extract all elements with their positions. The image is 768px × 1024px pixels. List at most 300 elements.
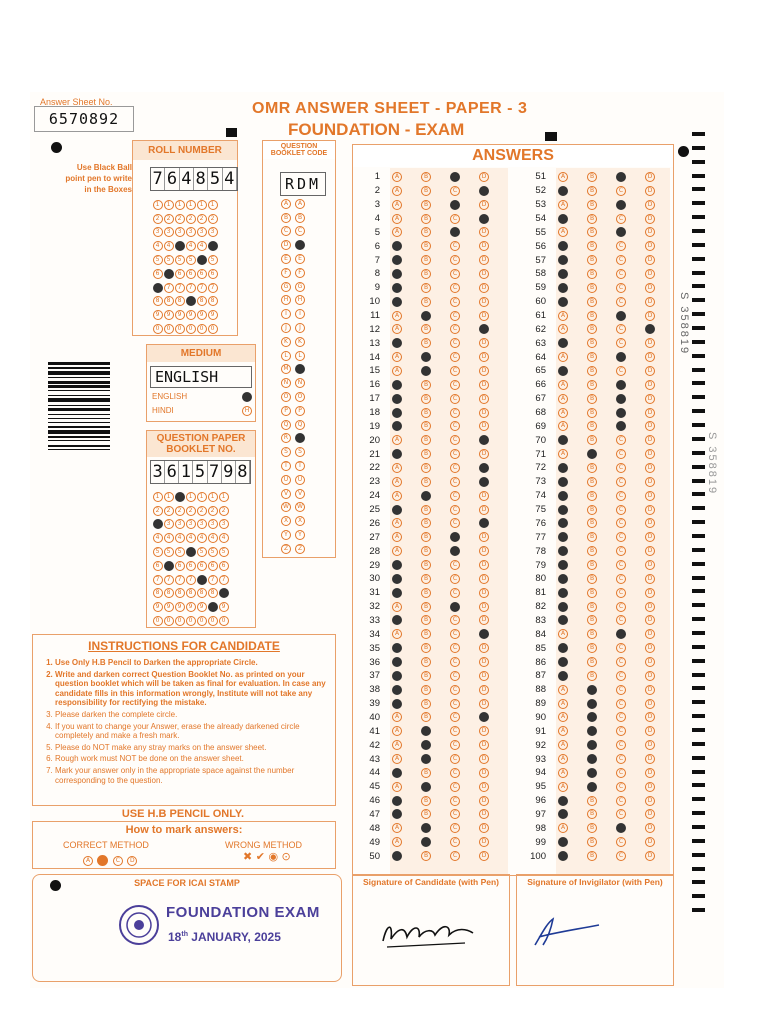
answer-bubble[interactable]: A [392, 366, 402, 376]
answer-bubble[interactable] [616, 380, 626, 390]
answer-bubble[interactable]: D [645, 366, 655, 376]
answer-bubble[interactable]: C [450, 588, 460, 598]
answer-bubble[interactable]: C [616, 297, 626, 307]
booklet-bubble[interactable]: 8 [208, 588, 218, 598]
answer-bubble[interactable]: A [392, 726, 402, 736]
medium-english-option[interactable] [152, 392, 252, 401]
booklet-bubble[interactable]: 1 [208, 492, 218, 502]
answer-bubble[interactable]: D [645, 449, 655, 459]
answer-bubble[interactable] [479, 435, 489, 445]
answer-bubble[interactable]: D [479, 823, 489, 833]
answer-bubble[interactable] [392, 269, 402, 279]
booklet-bubble[interactable]: 4 [153, 533, 163, 543]
answer-bubble[interactable]: D [645, 421, 655, 431]
answer-bubble[interactable]: C [616, 449, 626, 459]
answer-bubble[interactable]: D [479, 408, 489, 418]
roll-bubble[interactable]: 5 [164, 255, 174, 265]
booklet-code-bubble[interactable]: U [281, 475, 291, 485]
answer-bubble[interactable] [558, 297, 568, 307]
roll-bubble[interactable]: 9 [208, 310, 218, 320]
roll-bubble[interactable]: 3 [175, 227, 185, 237]
answer-bubble[interactable] [450, 172, 460, 182]
answer-bubble[interactable]: A [392, 227, 402, 237]
answer-bubble[interactable]: A [558, 324, 568, 334]
answer-bubble[interactable]: A [392, 324, 402, 334]
answer-bubble[interactable]: B [587, 491, 597, 501]
answer-bubble[interactable]: A [392, 186, 402, 196]
booklet-bubble[interactable] [197, 575, 207, 585]
answer-bubble[interactable]: B [421, 186, 431, 196]
answer-bubble[interactable] [558, 241, 568, 251]
booklet-code-bubble[interactable]: H [281, 295, 291, 305]
booklet-bubble[interactable]: 3 [175, 519, 185, 529]
answer-bubble[interactable]: D [479, 380, 489, 390]
booklet-bubble[interactable]: 8 [164, 588, 174, 598]
answer-bubble[interactable]: D [479, 172, 489, 182]
roll-bubble[interactable] [153, 283, 163, 293]
answer-bubble[interactable]: A [392, 463, 402, 473]
answer-bubble[interactable]: C [450, 255, 460, 265]
answer-bubble[interactable]: C [450, 518, 460, 528]
answer-bubble[interactable] [392, 408, 402, 418]
answer-bubble[interactable]: D [479, 449, 489, 459]
answer-bubble[interactable]: C [450, 809, 460, 819]
answer-bubble[interactable]: A [558, 740, 568, 750]
answer-bubble[interactable]: D [479, 255, 489, 265]
roll-bubble[interactable]: 3 [197, 227, 207, 237]
answer-bubble[interactable]: D [645, 685, 655, 695]
answer-bubble[interactable]: B [587, 200, 597, 210]
answer-bubble[interactable]: A [392, 754, 402, 764]
answer-bubble[interactable]: C [616, 837, 626, 847]
answer-bubble[interactable]: C [450, 297, 460, 307]
roll-bubble[interactable]: 3 [208, 227, 218, 237]
answer-bubble[interactable] [392, 505, 402, 515]
answer-bubble[interactable] [558, 505, 568, 515]
answer-bubble[interactable]: B [421, 574, 431, 584]
answer-bubble[interactable]: B [587, 227, 597, 237]
roll-bubble[interactable]: 0 [197, 324, 207, 334]
booklet-code-bubble[interactable] [295, 240, 305, 250]
answer-bubble[interactable]: D [645, 283, 655, 293]
answer-bubble[interactable]: C [450, 477, 460, 487]
roll-bubble[interactable]: 0 [186, 324, 196, 334]
answer-bubble[interactable]: B [587, 463, 597, 473]
booklet-bubble[interactable] [175, 492, 185, 502]
booklet-bubble[interactable]: 2 [164, 506, 174, 516]
booklet-bubble[interactable]: 3 [197, 519, 207, 529]
booklet-code-bubble[interactable]: X [295, 516, 305, 526]
booklet-bubble[interactable]: 5 [153, 547, 163, 557]
answer-bubble[interactable]: D [479, 338, 489, 348]
booklet-code-bubble[interactable]: F [281, 268, 291, 278]
answer-bubble[interactable] [392, 241, 402, 251]
answer-bubble[interactable]: D [479, 546, 489, 556]
roll-bubble[interactable]: 2 [153, 214, 163, 224]
answer-bubble[interactable]: C [616, 491, 626, 501]
answer-bubble[interactable]: C [616, 518, 626, 528]
booklet-bubble[interactable]: 1 [186, 492, 196, 502]
answer-bubble[interactable]: D [479, 588, 489, 598]
roll-bubble[interactable]: 1 [164, 200, 174, 210]
answer-bubble[interactable]: C [450, 311, 460, 321]
answer-bubble[interactable]: D [645, 602, 655, 612]
roll-bubble[interactable] [208, 241, 218, 251]
medium-hindi-bubble[interactable]: H [242, 406, 252, 416]
answer-bubble[interactable] [450, 227, 460, 237]
answer-bubble[interactable]: D [645, 671, 655, 681]
roll-bubble[interactable]: 5 [186, 255, 196, 265]
booklet-code-bubble[interactable]: Y [295, 530, 305, 540]
answer-bubble[interactable] [392, 643, 402, 653]
answer-bubble[interactable]: C [450, 851, 460, 861]
booklet-code-bubble[interactable]: O [281, 392, 291, 402]
answer-bubble[interactable] [587, 726, 597, 736]
answer-bubble[interactable]: D [645, 200, 655, 210]
booklet-code-bubble[interactable]: Q [295, 420, 305, 430]
booklet-bubble[interactable]: 4 [208, 533, 218, 543]
answer-bubble[interactable]: D [645, 740, 655, 750]
answer-bubble[interactable] [558, 532, 568, 542]
answer-bubble[interactable]: B [421, 394, 431, 404]
answer-bubble[interactable]: B [421, 477, 431, 487]
answer-bubble[interactable]: D [479, 602, 489, 612]
answer-bubble[interactable]: B [421, 408, 431, 418]
answer-bubble[interactable]: C [450, 491, 460, 501]
roll-bubble[interactable]: 7 [208, 283, 218, 293]
booklet-code-bubble[interactable]: O [295, 392, 305, 402]
answer-bubble[interactable]: C [616, 574, 626, 584]
answer-bubble[interactable]: D [645, 699, 655, 709]
answer-bubble[interactable]: D [645, 380, 655, 390]
roll-bubble[interactable] [164, 269, 174, 279]
roll-bubble[interactable]: 3 [186, 227, 196, 237]
answer-bubble[interactable] [479, 518, 489, 528]
answer-bubble[interactable] [392, 657, 402, 667]
answer-bubble[interactable]: B [587, 546, 597, 556]
answer-bubble[interactable]: B [421, 269, 431, 279]
booklet-bubble[interactable]: 5 [208, 547, 218, 557]
answer-bubble[interactable]: B [421, 518, 431, 528]
answer-bubble[interactable]: D [479, 796, 489, 806]
roll-bubble[interactable]: 5 [208, 255, 218, 265]
answer-bubble[interactable] [392, 394, 402, 404]
booklet-bubble[interactable]: 8 [153, 588, 163, 598]
booklet-code-bubble[interactable]: A [281, 199, 291, 209]
answer-bubble[interactable] [587, 449, 597, 459]
answer-bubble[interactable]: A [392, 311, 402, 321]
answer-bubble[interactable]: A [558, 394, 568, 404]
answer-bubble[interactable]: C [450, 768, 460, 778]
answer-bubble[interactable]: C [450, 435, 460, 445]
answer-bubble[interactable]: C [450, 712, 460, 722]
booklet-code-bubble[interactable]: J [281, 323, 291, 333]
answer-bubble[interactable] [392, 255, 402, 265]
answer-bubble[interactable] [587, 782, 597, 792]
answer-bubble[interactable] [392, 796, 402, 806]
roll-bubble[interactable]: 8 [164, 296, 174, 306]
roll-bubble[interactable]: 2 [175, 214, 185, 224]
answer-bubble[interactable]: A [392, 214, 402, 224]
answer-bubble[interactable]: B [421, 505, 431, 515]
answer-bubble[interactable] [645, 324, 655, 334]
booklet-bubble[interactable]: 1 [197, 492, 207, 502]
answer-bubble[interactable]: D [645, 532, 655, 542]
answer-bubble[interactable]: C [450, 324, 460, 334]
answer-bubble[interactable]: B [587, 297, 597, 307]
answer-bubble[interactable]: D [479, 699, 489, 709]
answer-bubble[interactable] [392, 380, 402, 390]
answer-bubble[interactable]: C [450, 685, 460, 695]
answer-bubble[interactable]: B [587, 255, 597, 265]
answer-bubble[interactable]: D [479, 505, 489, 515]
answer-bubble[interactable]: C [450, 380, 460, 390]
answer-bubble[interactable]: D [645, 629, 655, 639]
booklet-bubble[interactable]: 2 [219, 506, 229, 516]
roll-bubble[interactable]: 3 [164, 227, 174, 237]
answer-bubble[interactable]: B [421, 602, 431, 612]
answer-bubble[interactable]: A [558, 629, 568, 639]
answer-bubble[interactable] [392, 449, 402, 459]
answer-bubble[interactable]: C [616, 699, 626, 709]
answer-bubble[interactable]: C [616, 671, 626, 681]
booklet-code-bubble[interactable]: Z [281, 544, 291, 554]
answer-bubble[interactable] [587, 685, 597, 695]
roll-bubble[interactable]: 6 [208, 269, 218, 279]
booklet-bubble[interactable]: 0 [153, 616, 163, 626]
answer-bubble[interactable]: A [558, 449, 568, 459]
answer-bubble[interactable]: B [587, 394, 597, 404]
answer-bubble[interactable]: A [558, 685, 568, 695]
roll-bubble[interactable] [175, 241, 185, 251]
answer-bubble[interactable] [392, 851, 402, 861]
booklet-code-bubble[interactable]: U [295, 475, 305, 485]
booklet-code-bubble[interactable]: N [295, 378, 305, 388]
booklet-code-bubble[interactable]: I [295, 309, 305, 319]
answer-bubble[interactable] [479, 324, 489, 334]
answer-bubble[interactable]: B [421, 449, 431, 459]
roll-bubble[interactable]: 1 [175, 200, 185, 210]
booklet-bubble[interactable]: 9 [164, 602, 174, 612]
answer-bubble[interactable]: B [421, 560, 431, 570]
booklet-bubble[interactable]: 5 [219, 547, 229, 557]
answer-bubble[interactable] [558, 602, 568, 612]
answer-bubble[interactable]: B [587, 186, 597, 196]
answer-bubble[interactable]: B [587, 574, 597, 584]
answer-bubble[interactable]: C [616, 463, 626, 473]
answer-bubble[interactable] [421, 740, 431, 750]
answer-bubble[interactable] [558, 851, 568, 861]
answer-bubble[interactable]: C [616, 214, 626, 224]
answer-bubble[interactable]: B [421, 768, 431, 778]
roll-bubble[interactable]: 4 [164, 241, 174, 251]
answer-bubble[interactable]: C [616, 851, 626, 861]
answer-bubble[interactable]: B [421, 532, 431, 542]
answer-bubble[interactable]: C [616, 560, 626, 570]
answer-bubble[interactable] [558, 796, 568, 806]
booklet-bubble[interactable] [153, 519, 163, 529]
roll-bubble[interactable]: 7 [186, 283, 196, 293]
booklet-code-bubble[interactable]: P [281, 406, 291, 416]
answer-bubble[interactable]: B [587, 421, 597, 431]
answer-bubble[interactable]: D [645, 796, 655, 806]
answer-bubble[interactable]: B [587, 823, 597, 833]
answer-bubble[interactable]: D [479, 782, 489, 792]
answer-bubble[interactable] [479, 186, 489, 196]
answer-bubble[interactable]: B [587, 366, 597, 376]
answer-bubble[interactable]: B [421, 671, 431, 681]
answer-bubble[interactable]: C [450, 352, 460, 362]
booklet-code-bubble[interactable]: D [281, 240, 291, 250]
roll-bubble[interactable]: 6 [186, 269, 196, 279]
answer-bubble[interactable]: A [392, 740, 402, 750]
roll-bubble[interactable]: 1 [153, 200, 163, 210]
answer-bubble[interactable]: C [616, 615, 626, 625]
answer-bubble[interactable]: B [587, 172, 597, 182]
roll-bubble[interactable]: 8 [197, 296, 207, 306]
answer-bubble[interactable]: D [645, 546, 655, 556]
answer-bubble[interactable] [421, 754, 431, 764]
answer-bubble[interactable] [421, 311, 431, 321]
answer-bubble[interactable]: D [479, 809, 489, 819]
answer-bubble[interactable]: B [587, 602, 597, 612]
booklet-bubble[interactable]: 6 [208, 561, 218, 571]
answer-bubble[interactable] [421, 726, 431, 736]
answer-bubble[interactable] [558, 837, 568, 847]
answer-bubble[interactable]: D [645, 560, 655, 570]
answer-bubble[interactable]: A [558, 768, 568, 778]
answer-bubble[interactable]: D [645, 352, 655, 362]
answer-bubble[interactable]: D [479, 851, 489, 861]
answer-bubble[interactable]: C [616, 546, 626, 556]
answer-bubble[interactable]: A [392, 837, 402, 847]
booklet-bubble[interactable]: 6 [186, 561, 196, 571]
answer-bubble[interactable]: B [587, 435, 597, 445]
answer-bubble[interactable]: C [616, 643, 626, 653]
booklet-bubble[interactable]: 0 [208, 616, 218, 626]
answer-bubble[interactable]: B [421, 421, 431, 431]
answer-bubble[interactable] [392, 338, 402, 348]
answer-bubble[interactable]: B [421, 685, 431, 695]
answer-bubble[interactable] [558, 477, 568, 487]
answer-bubble[interactable]: D [479, 366, 489, 376]
booklet-bubble[interactable]: 8 [186, 588, 196, 598]
booklet-bubble[interactable]: 3 [219, 519, 229, 529]
answer-bubble[interactable] [421, 823, 431, 833]
booklet-bubble[interactable] [186, 547, 196, 557]
booklet-bubble[interactable]: 4 [164, 533, 174, 543]
answer-bubble[interactable]: C [616, 324, 626, 334]
booklet-code-bubble[interactable]: T [281, 461, 291, 471]
answer-bubble[interactable]: D [479, 491, 489, 501]
answer-bubble[interactable]: C [616, 283, 626, 293]
answer-bubble[interactable]: B [421, 699, 431, 709]
booklet-bubble[interactable]: 7 [153, 575, 163, 585]
roll-bubble[interactable]: 1 [197, 200, 207, 210]
answer-bubble[interactable]: D [645, 574, 655, 584]
answer-bubble[interactable]: D [479, 200, 489, 210]
answer-bubble[interactable]: D [645, 851, 655, 861]
booklet-bubble[interactable]: 3 [164, 519, 174, 529]
answer-bubble[interactable]: C [616, 657, 626, 667]
answer-bubble[interactable]: D [645, 518, 655, 528]
answer-bubble[interactable]: C [616, 338, 626, 348]
answer-bubble[interactable]: A [392, 546, 402, 556]
answer-bubble[interactable]: C [616, 269, 626, 279]
answer-bubble[interactable] [392, 421, 402, 431]
booklet-bubble[interactable]: 2 [208, 506, 218, 516]
answer-bubble[interactable]: C [616, 602, 626, 612]
answer-bubble[interactable]: C [450, 574, 460, 584]
answer-bubble[interactable] [421, 491, 431, 501]
answer-bubble[interactable]: B [421, 615, 431, 625]
booklet-bubble[interactable]: 2 [186, 506, 196, 516]
roll-bubble[interactable]: 0 [164, 324, 174, 334]
answer-bubble[interactable] [558, 643, 568, 653]
booklet-code-bubble[interactable]: C [281, 226, 291, 236]
answer-bubble[interactable]: D [645, 712, 655, 722]
answer-bubble[interactable]: C [450, 615, 460, 625]
answer-bubble[interactable]: A [392, 352, 402, 362]
booklet-code-bubble[interactable]: T [295, 461, 305, 471]
booklet-bubble[interactable]: 1 [164, 492, 174, 502]
answer-bubble[interactable]: B [421, 463, 431, 473]
answer-bubble[interactable]: C [450, 782, 460, 792]
answer-bubble[interactable]: D [645, 657, 655, 667]
roll-bubble[interactable] [186, 296, 196, 306]
roll-bubble[interactable]: 2 [208, 214, 218, 224]
answer-bubble[interactable]: A [392, 823, 402, 833]
booklet-bubble[interactable]: 1 [219, 492, 229, 502]
answer-bubble[interactable] [587, 712, 597, 722]
booklet-bubble[interactable]: 0 [186, 616, 196, 626]
answer-bubble[interactable]: C [616, 726, 626, 736]
booklet-code-bubble[interactable]: M [281, 364, 291, 374]
answer-bubble[interactable]: B [421, 241, 431, 251]
answer-bubble[interactable]: C [450, 463, 460, 473]
roll-bubble[interactable]: 7 [197, 283, 207, 293]
answer-bubble[interactable]: C [450, 394, 460, 404]
booklet-bubble[interactable]: 2 [175, 506, 185, 516]
answer-bubble[interactable]: B [421, 796, 431, 806]
booklet-bubble[interactable]: 8 [175, 588, 185, 598]
answer-bubble[interactable]: B [587, 671, 597, 681]
answer-bubble[interactable]: C [616, 532, 626, 542]
answer-bubble[interactable] [587, 740, 597, 750]
answer-bubble[interactable] [392, 685, 402, 695]
answer-bubble[interactable]: D [645, 394, 655, 404]
roll-bubble[interactable]: 5 [175, 255, 185, 265]
booklet-code-bubble[interactable]: L [295, 351, 305, 361]
roll-bubble[interactable]: 0 [153, 324, 163, 334]
answer-bubble[interactable]: D [645, 297, 655, 307]
answer-bubble[interactable] [587, 768, 597, 778]
answer-bubble[interactable]: C [450, 740, 460, 750]
answer-bubble[interactable]: C [450, 643, 460, 653]
answer-bubble[interactable] [392, 588, 402, 598]
booklet-bubble[interactable] [219, 588, 229, 598]
answer-bubble[interactable]: C [616, 435, 626, 445]
answer-bubble[interactable]: D [479, 269, 489, 279]
booklet-bubble[interactable]: 3 [186, 519, 196, 529]
roll-bubble[interactable]: 4 [197, 241, 207, 251]
answer-bubble[interactable] [421, 352, 431, 362]
answer-bubble[interactable]: C [450, 449, 460, 459]
answer-bubble[interactable]: C [616, 782, 626, 792]
answer-bubble[interactable]: C [616, 740, 626, 750]
booklet-bubble[interactable]: 6 [175, 561, 185, 571]
answer-bubble[interactable] [616, 394, 626, 404]
